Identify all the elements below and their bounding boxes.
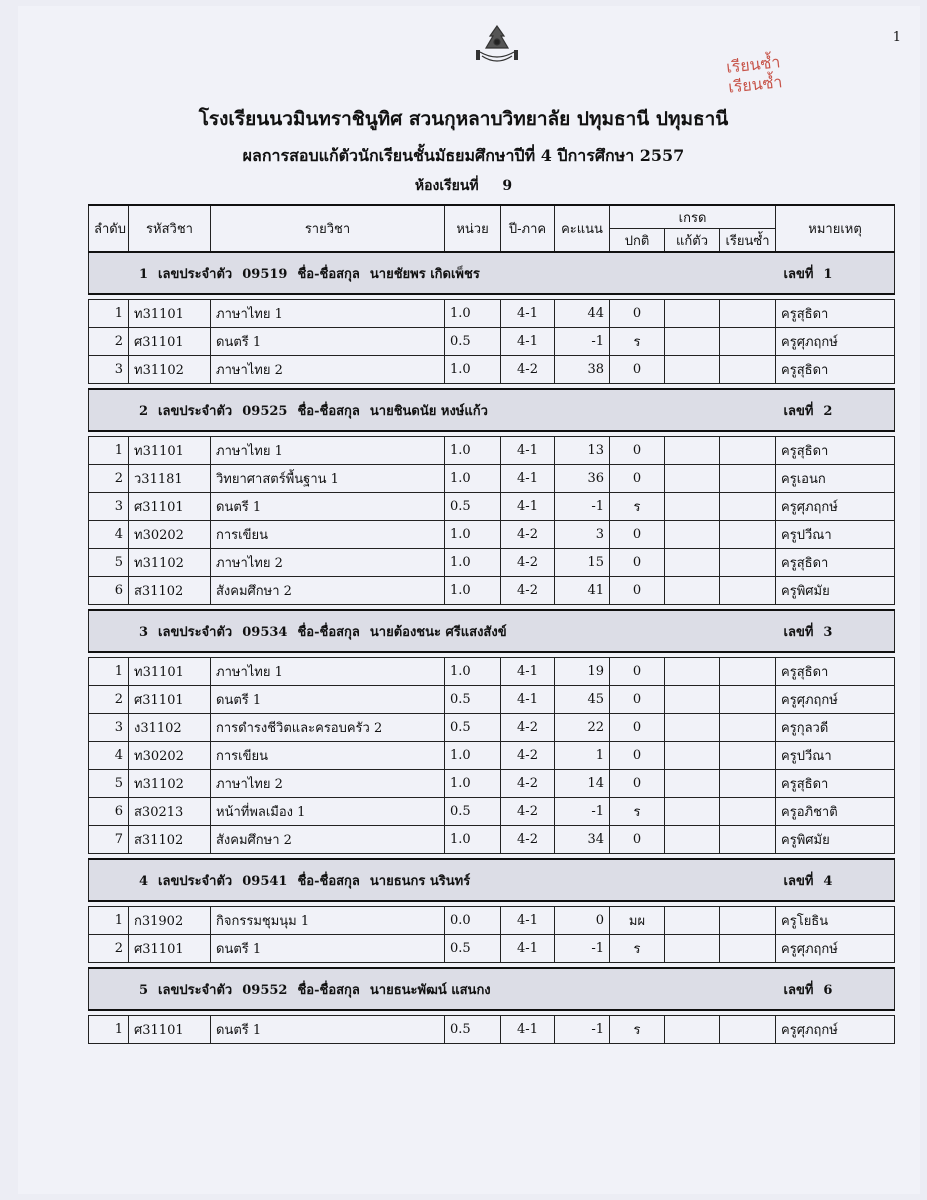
student-header-row (89, 389, 895, 431)
row-credit: 0.5 (445, 714, 501, 742)
row-remark: ครูสุธิดา (776, 300, 895, 328)
table-row (89, 300, 895, 328)
row-grade-repeat (720, 907, 776, 935)
row-grade-retake (665, 742, 720, 770)
row-grade-normal: 0 (610, 549, 665, 577)
row-term: 4-2 (501, 770, 555, 798)
student-name: นายชัยพร เกิดเพ็ชร (369, 266, 480, 282)
row-grade-repeat (720, 742, 776, 770)
student-number-cell (776, 859, 895, 901)
student-id-label: เลขประจำตัว (158, 266, 233, 282)
row-score: 14 (555, 770, 610, 798)
row-credit: 0.5 (445, 798, 501, 826)
row-remark: ครูศุภฤกษ์ (776, 686, 895, 714)
row-grade-normal: 0 (610, 770, 665, 798)
row-credit: 0.0 (445, 907, 501, 935)
row-grade-normal: 0 (610, 521, 665, 549)
row-code: ส30213 (129, 798, 211, 826)
col-subject: รายวิชา (211, 205, 445, 252)
row-remark: ครูศุภฤกษ์ (776, 1016, 895, 1044)
row-grade-retake (665, 1016, 720, 1044)
row-remark: ครูสุธิดา (776, 437, 895, 465)
row-grade-repeat (720, 714, 776, 742)
table-row (89, 770, 895, 798)
row-grade-retake (665, 300, 720, 328)
row-code: ส31102 (129, 826, 211, 854)
student-header-row (89, 968, 895, 1010)
row-remark: ครูปวีณา (776, 742, 895, 770)
stamp-line: เรียนซ้ำ (725, 52, 782, 77)
row-term: 4-2 (501, 549, 555, 577)
table-row (89, 437, 895, 465)
row-grade-repeat (720, 577, 776, 605)
row-term: 4-2 (501, 521, 555, 549)
row-grade-normal: 0 (610, 714, 665, 742)
row-term: 4-2 (501, 714, 555, 742)
row-term: 4-2 (501, 742, 555, 770)
row-grade-retake (665, 549, 720, 577)
row-order: 2 (89, 465, 129, 493)
row-code: ว31181 (129, 465, 211, 493)
student-id: 09525 (242, 403, 288, 419)
row-credit: 1.0 (445, 300, 501, 328)
row-grade-normal: ร (610, 935, 665, 963)
row-grade-retake (665, 577, 720, 605)
row-order: 1 (89, 437, 129, 465)
table-row (89, 686, 895, 714)
row-grade-retake (665, 356, 720, 384)
row-credit: 1.0 (445, 465, 501, 493)
student-number: 2 (823, 403, 833, 419)
classroom-value: 9 (502, 178, 513, 194)
row-remark: ครูโยธิน (776, 907, 895, 935)
grades-body (89, 252, 895, 1044)
row-code: ท31101 (129, 437, 211, 465)
student-name: นายธนะพัฒน์ แสนกง (369, 982, 491, 998)
col-grade-retake: แก้ตัว (665, 229, 720, 253)
col-order: ลำดับ (89, 205, 129, 252)
row-remark: ครูสุธิดา (776, 658, 895, 686)
row-subject: การเขียน (211, 521, 445, 549)
row-grade-normal: มผ (610, 907, 665, 935)
student-name-label: ชื่อ-ชื่อสกุล (297, 266, 360, 282)
row-grade-retake (665, 465, 720, 493)
table-row (89, 521, 895, 549)
row-subject: ภาษาไทย 2 (211, 549, 445, 577)
student-number: 1 (823, 266, 833, 282)
row-term: 4-1 (501, 328, 555, 356)
row-term: 4-2 (501, 356, 555, 384)
row-order: 1 (89, 907, 129, 935)
row-remark: ครูเอนก (776, 465, 895, 493)
row-remark: ครูสุธิดา (776, 356, 895, 384)
row-code: ศ31101 (129, 935, 211, 963)
row-score: -1 (555, 1016, 610, 1044)
student-number-label: เลขที่ (783, 873, 814, 889)
student-info (89, 389, 776, 431)
row-subject: ดนตรี 1 (211, 1016, 445, 1044)
row-term: 4-1 (501, 658, 555, 686)
stamp-line: เรียนซ้ำ (727, 72, 784, 97)
row-score: 38 (555, 356, 610, 384)
table-row (89, 577, 895, 605)
row-order: 1 (89, 658, 129, 686)
row-subject: ภาษาไทย 1 (211, 300, 445, 328)
student-index: 1 (139, 266, 149, 282)
row-subject: ดนตรี 1 (211, 935, 445, 963)
row-code: ท31101 (129, 300, 211, 328)
row-grade-retake (665, 521, 720, 549)
student-number-label: เลขที่ (783, 266, 814, 282)
row-credit: 1.0 (445, 658, 501, 686)
row-grade-normal: ร (610, 798, 665, 826)
row-subject: วิทยาศาสตร์พื้นฐาน 1 (211, 465, 445, 493)
student-number: 3 (823, 624, 833, 640)
table-row (89, 798, 895, 826)
student-id: 09534 (242, 624, 288, 640)
row-credit: 1.0 (445, 549, 501, 577)
row-order: 2 (89, 686, 129, 714)
document-title: ผลการสอบแก้ตัวนักเรียนชั้นมัธยมศึกษาปีที่ 4 ปีการศึกษา 2557 (242, 146, 685, 165)
row-score: 22 (555, 714, 610, 742)
student-index: 2 (139, 403, 149, 419)
student-name-label: ชื่อ-ชื่อสกุล (297, 873, 360, 889)
row-grade-repeat (720, 935, 776, 963)
classroom-line (0, 175, 927, 197)
row-credit: 1.0 (445, 356, 501, 384)
row-term: 4-2 (501, 577, 555, 605)
student-header-row (89, 859, 895, 901)
row-term: 4-1 (501, 493, 555, 521)
col-remark: หมายเหตุ (776, 205, 895, 252)
student-number-cell (776, 389, 895, 431)
row-order: 5 (89, 549, 129, 577)
row-order: 4 (89, 742, 129, 770)
student-id: 09552 (242, 982, 288, 998)
row-credit: 0.5 (445, 493, 501, 521)
row-term: 4-1 (501, 935, 555, 963)
row-score: 41 (555, 577, 610, 605)
row-grade-normal: 0 (610, 742, 665, 770)
student-number-cell (776, 610, 895, 652)
row-code: ท31102 (129, 770, 211, 798)
row-term: 4-1 (501, 907, 555, 935)
row-grade-repeat (720, 465, 776, 493)
row-grade-repeat (720, 1016, 776, 1044)
row-term: 4-2 (501, 798, 555, 826)
col-grade: เกรด (610, 205, 776, 229)
student-name-label: ชื่อ-ชื่อสกุล (297, 624, 360, 640)
col-credit: หน่วย (445, 205, 501, 252)
row-remark: ครูสุธิดา (776, 549, 895, 577)
student-number: 4 (823, 873, 833, 889)
row-order: 2 (89, 328, 129, 356)
row-score: -1 (555, 935, 610, 963)
row-code: ท31102 (129, 356, 211, 384)
col-score: คะแนน (555, 205, 610, 252)
row-grade-normal: 0 (610, 658, 665, 686)
row-grade-retake (665, 493, 720, 521)
table-row (89, 935, 895, 963)
row-score: 34 (555, 826, 610, 854)
row-credit: 1.0 (445, 742, 501, 770)
row-grade-retake (665, 437, 720, 465)
row-remark: ครูอภิชาติ (776, 798, 895, 826)
row-credit: 1.0 (445, 770, 501, 798)
row-grade-retake (665, 907, 720, 935)
student-name: นายชินดนัย หงษ์แก้ว (369, 403, 488, 419)
col-grade-repeat: เรียนซ้ำ (720, 229, 776, 253)
row-subject: การเขียน (211, 742, 445, 770)
row-grade-retake (665, 686, 720, 714)
row-credit: 0.5 (445, 935, 501, 963)
row-remark: ครูศุภฤกษ์ (776, 493, 895, 521)
row-grade-repeat (720, 493, 776, 521)
row-grade-retake (665, 935, 720, 963)
row-code: ท31102 (129, 549, 211, 577)
row-grade-normal: 0 (610, 356, 665, 384)
row-score: -1 (555, 798, 610, 826)
row-subject: ภาษาไทย 2 (211, 356, 445, 384)
page-number: 1 (892, 30, 901, 45)
student-index: 5 (139, 982, 149, 998)
row-grade-normal: ร (610, 1016, 665, 1044)
row-subject: การดำรงชีวิตและครอบครัว 2 (211, 714, 445, 742)
row-score: 36 (555, 465, 610, 493)
row-subject: ดนตรี 1 (211, 493, 445, 521)
row-order: 3 (89, 493, 129, 521)
row-credit: 1.0 (445, 826, 501, 854)
row-grade-retake (665, 770, 720, 798)
row-score: 1 (555, 742, 610, 770)
classroom-label: ห้องเรียนที่ (414, 178, 479, 194)
row-credit: 0.5 (445, 686, 501, 714)
row-term: 4-1 (501, 1016, 555, 1044)
row-grade-normal: 0 (610, 826, 665, 854)
row-score: -1 (555, 328, 610, 356)
table-row (89, 549, 895, 577)
row-grade-retake (665, 328, 720, 356)
row-code: ท31101 (129, 658, 211, 686)
row-grade-normal: 0 (610, 437, 665, 465)
row-score: 15 (555, 549, 610, 577)
row-subject: สังคมศึกษา 2 (211, 826, 445, 854)
row-credit: 1.0 (445, 521, 501, 549)
row-score: -1 (555, 493, 610, 521)
row-term: 4-2 (501, 826, 555, 854)
student-name: นายธนกร นรินทร์ (369, 873, 471, 889)
row-remark: ครูพิศมัย (776, 826, 895, 854)
row-term: 4-1 (501, 465, 555, 493)
student-number-label: เลขที่ (783, 624, 814, 640)
table-row (89, 493, 895, 521)
student-number-cell (776, 252, 895, 294)
student-number-label: เลขที่ (783, 982, 814, 998)
table-row (89, 826, 895, 854)
row-subject: หน้าที่พลเมือง 1 (211, 798, 445, 826)
row-order: 5 (89, 770, 129, 798)
student-id-label: เลขประจำตัว (158, 982, 233, 998)
table-row (89, 742, 895, 770)
row-remark: ครูพิศมัย (776, 577, 895, 605)
row-grade-retake (665, 798, 720, 826)
row-grade-repeat (720, 521, 776, 549)
row-score: 44 (555, 300, 610, 328)
row-score: 45 (555, 686, 610, 714)
student-number: 6 (823, 982, 833, 998)
row-term: 4-1 (501, 300, 555, 328)
row-grade-normal: 0 (610, 300, 665, 328)
row-grade-normal: 0 (610, 577, 665, 605)
student-header-row (89, 252, 895, 294)
col-grade-normal: ปกติ (610, 229, 665, 253)
table-row (89, 907, 895, 935)
row-order: 7 (89, 826, 129, 854)
row-subject: ภาษาไทย 2 (211, 770, 445, 798)
row-remark: ครูศุภฤกษ์ (776, 935, 895, 963)
table-row (89, 356, 895, 384)
row-subject: ภาษาไทย 1 (211, 437, 445, 465)
row-credit: 0.5 (445, 328, 501, 356)
row-grade-repeat (720, 300, 776, 328)
row-grade-normal: ร (610, 328, 665, 356)
student-index: 4 (139, 873, 149, 889)
row-remark: ครูปวีณา (776, 521, 895, 549)
row-grade-repeat (720, 549, 776, 577)
row-remark: ครูศุภฤกษ์ (776, 328, 895, 356)
row-score: 0 (555, 907, 610, 935)
row-order: 3 (89, 714, 129, 742)
row-subject: ภาษาไทย 1 (211, 658, 445, 686)
row-credit: 1.0 (445, 577, 501, 605)
row-order: 1 (89, 1016, 129, 1044)
student-name-label: ชื่อ-ชื่อสกุล (297, 403, 360, 419)
row-code: ก31902 (129, 907, 211, 935)
table-row (89, 714, 895, 742)
row-score: 3 (555, 521, 610, 549)
student-id-label: เลขประจำตัว (158, 403, 233, 419)
grades-table (88, 204, 895, 1044)
row-code: ท30202 (129, 521, 211, 549)
row-term: 4-1 (501, 686, 555, 714)
col-term: ปี-ภาค (501, 205, 555, 252)
student-name: นายต้องชนะ ศรีแสงสังข์ (369, 624, 507, 640)
row-grade-repeat (720, 437, 776, 465)
row-score: 13 (555, 437, 610, 465)
row-grade-repeat (720, 658, 776, 686)
row-code: ท30202 (129, 742, 211, 770)
row-credit: 1.0 (445, 437, 501, 465)
table-row (89, 328, 895, 356)
student-index: 3 (139, 624, 149, 640)
student-info (89, 610, 776, 652)
row-grade-repeat (720, 826, 776, 854)
row-grade-repeat (720, 686, 776, 714)
row-code: ศ31101 (129, 686, 211, 714)
row-code: ศ31101 (129, 1016, 211, 1044)
row-order: 3 (89, 356, 129, 384)
row-grade-retake (665, 714, 720, 742)
row-term: 4-1 (501, 437, 555, 465)
row-grade-repeat (720, 770, 776, 798)
row-remark: ครูสุธิดา (776, 770, 895, 798)
row-code: ศ31101 (129, 493, 211, 521)
row-order: 1 (89, 300, 129, 328)
school-name: โรงเรียนนวมินทราชินูทิศ สวนกุหลาบวิทยาลัย ปทุมธานี ปทุมธานี (198, 108, 729, 130)
row-code: ส31102 (129, 577, 211, 605)
row-grade-normal: ร (610, 493, 665, 521)
table-row (89, 658, 895, 686)
row-subject: ดนตรี 1 (211, 328, 445, 356)
row-score: 19 (555, 658, 610, 686)
row-grade-repeat (720, 798, 776, 826)
row-subject: สังคมศึกษา 2 (211, 577, 445, 605)
row-order: 2 (89, 935, 129, 963)
row-code: ศ31101 (129, 328, 211, 356)
student-header-row (89, 610, 895, 652)
student-id: 09519 (242, 266, 288, 282)
row-subject: กิจกรรมชุมนุม 1 (211, 907, 445, 935)
row-grade-normal: 0 (610, 686, 665, 714)
student-info (89, 252, 776, 294)
row-order: 4 (89, 521, 129, 549)
row-grade-repeat (720, 356, 776, 384)
row-credit: 0.5 (445, 1016, 501, 1044)
row-grade-normal: 0 (610, 465, 665, 493)
school-emblem-icon (470, 22, 524, 70)
table-row (89, 1016, 895, 1044)
student-info (89, 859, 776, 901)
student-number-cell (776, 968, 895, 1010)
row-grade-retake (665, 826, 720, 854)
row-grade-retake (665, 658, 720, 686)
col-code: รหัสวิชา (129, 205, 211, 252)
row-grade-repeat (720, 328, 776, 356)
row-remark: ครูกุลวดี (776, 714, 895, 742)
student-id-label: เลขประจำตัว (158, 624, 233, 640)
row-code: ง31102 (129, 714, 211, 742)
row-subject: ดนตรี 1 (211, 686, 445, 714)
student-id-label: เลขประจำตัว (158, 873, 233, 889)
student-info (89, 968, 776, 1010)
table-row (89, 465, 895, 493)
row-order: 6 (89, 577, 129, 605)
student-name-label: ชื่อ-ชื่อสกุล (297, 982, 360, 998)
row-order: 6 (89, 798, 129, 826)
student-number-label: เลขที่ (783, 403, 814, 419)
student-id: 09541 (242, 873, 288, 889)
